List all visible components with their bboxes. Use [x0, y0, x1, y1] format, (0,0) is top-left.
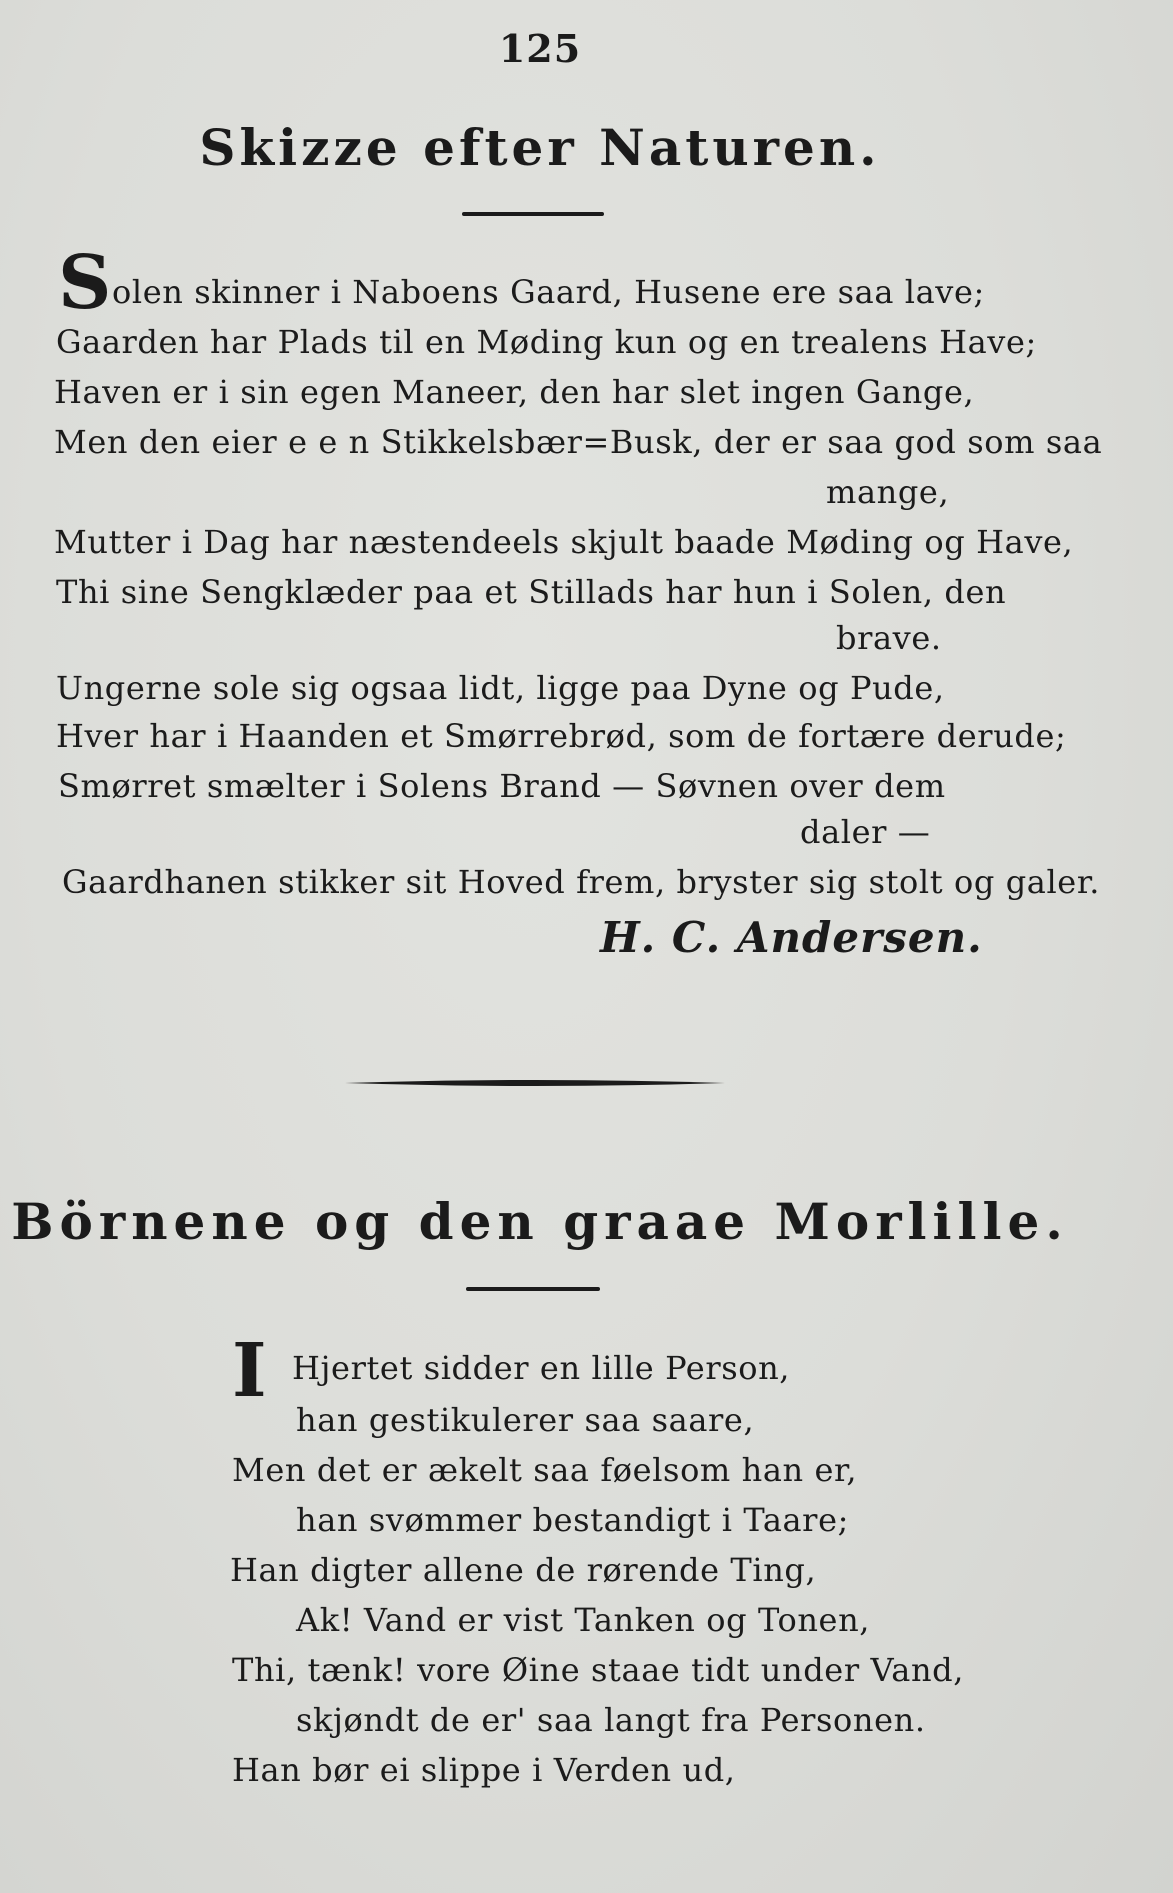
- verse-line: Mutter i Dag har næstendeels skjult baade Møding og Have,: [54, 523, 1074, 561]
- drop-cap: I: [232, 1328, 267, 1414]
- title-rule: [462, 212, 604, 216]
- verse-line: han svømmer bestandigt i Taare;: [296, 1501, 849, 1539]
- author-signature: H. C. Andersen.: [600, 913, 983, 962]
- verse-line: skjøndt de er' saa langt fra Personen.: [296, 1701, 926, 1739]
- verse-line: Gaardhanen stikker sit Hoved frem, bryster sig stolt og galer.: [62, 863, 1100, 901]
- verse-line: Gaarden har Plads til en Møding kun og en trealens Have;: [56, 323, 1037, 361]
- verse-line: Thi sine Sengklæder paa et Stillads har hun i Solen, den: [56, 573, 1007, 611]
- verse-line: Hver har i Haanden et Smørrebrød, som de fortære derude;: [56, 717, 1067, 755]
- verse-line: Thi, tænk! vore Øine staae tidt under Vand,: [232, 1651, 965, 1689]
- verse-line: Han digter allene de rørende Ting,: [230, 1551, 817, 1589]
- verse-line: Ak! Vand er vist Tanken og Tonen,: [296, 1601, 871, 1639]
- verse-line-runover: daler —: [800, 813, 931, 851]
- verse-line: han gestikulerer saa saare,: [296, 1401, 755, 1439]
- poem-title-skizze: Skizze efter Naturen.: [199, 118, 881, 177]
- verse-line-runover: brave.: [836, 619, 942, 657]
- verse-line: Hjertet sidder en lille Person,: [292, 1349, 791, 1387]
- verse-line: Men det er ækelt saa føelsom han er,: [232, 1451, 858, 1489]
- poem-title-bornene: Börnene og den graae Morlille.: [11, 1192, 1069, 1251]
- page-number: 125: [498, 26, 582, 71]
- verse-line: Men den eier e e n Stikkelsbær=Busk, der er saa god som saa: [54, 423, 1103, 461]
- drop-cap: S: [58, 240, 112, 326]
- verse-line: Haven er i sin egen Maneer, den har slet ingen Gange,: [54, 373, 975, 411]
- verse-line-runover: mange,: [826, 473, 950, 511]
- title-rule: [466, 1287, 600, 1291]
- section-divider: [345, 1078, 725, 1088]
- verse-line: olen skinner i Naboens Gaard, Husene ere saa lave;: [112, 273, 985, 311]
- verse-line: Smørret smælter i Solens Brand — Søvnen over dem: [58, 767, 946, 805]
- verse-line: Ungerne sole sig ogsaa lidt, ligge paa Dyne og Pude,: [56, 669, 945, 707]
- verse-line: Han bør ei slippe i Verden ud,: [232, 1751, 736, 1789]
